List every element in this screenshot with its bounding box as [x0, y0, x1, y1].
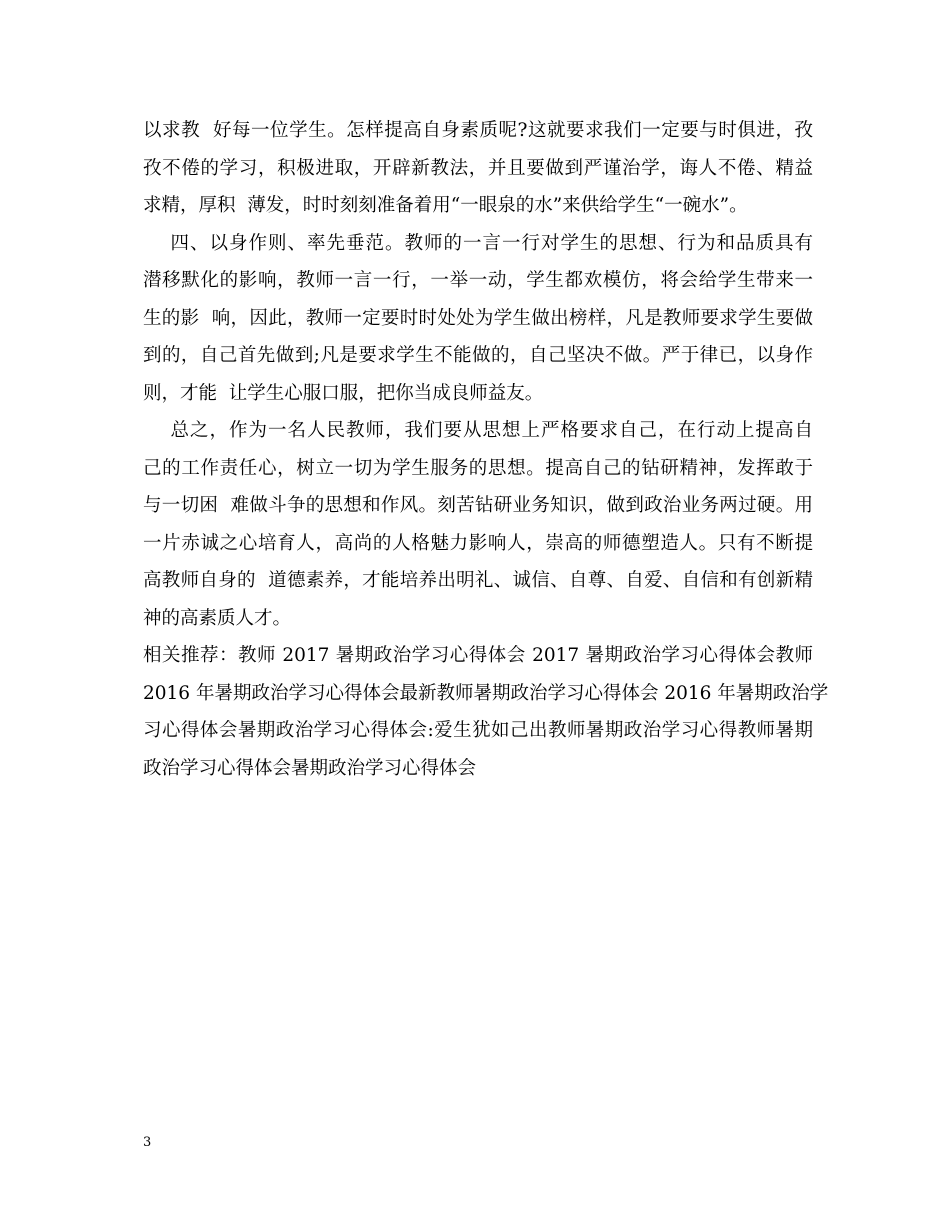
text-line: 生的影 响，因此，教师一定要时时处处为学生做出榜样，凡是教师要求学生要做: [143, 307, 813, 329]
text-line: 相关推荐：教师 2017 暑期政治学习心得体会 2017 暑期政治学习心得体会教师: [143, 645, 813, 666]
text-line: 四、以身作则、率先垂范。教师的一言一行对学生的思想、行为和品质具有: [143, 232, 813, 254]
text-line: 神的高素质人才。: [143, 607, 292, 629]
text-line: 求精，厚积 薄发，时时刻刻准备着用“一眼泉的水”来供给学生“一碗水”。: [143, 195, 748, 216]
text-line: 到的，自己首先做到;凡是要求学生不能做的，自己坚决不做。严于律已，以身作: [143, 345, 813, 366]
text-line: 潜移默化的影响，教师一言一行，一举一动，学生都欢模仿，将会给学生带来一: [143, 270, 813, 291]
text-line: 己的工作责任心，树立一切为学生服务的思想。提高自己的钻研精神，发挥敢于: [143, 457, 813, 479]
text-line: 高教师自身的 道德素养，才能培养出明礼、诚信、自尊、自爱、自信和有创新精: [143, 570, 813, 591]
document-body: [143, 112, 829, 787]
text-line: 政治学习心得体会暑期政治学习心得体会: [143, 757, 477, 779]
text-line: 以求教 好每一位学生。怎样提高自身素质呢?这就要求我们一定要与时俱进，孜: [143, 120, 813, 141]
text-line: 习心得体会暑期政治学习心得体会:爱生犹如己出教师暑期政治学习心得教师暑期: [143, 720, 813, 741]
text-line: 一片赤诚之心培育人，高尚的人格魅力影响人，崇高的师德塑造人。只有不断提: [143, 532, 813, 554]
paragraph-conclusion: [143, 412, 813, 637]
related-recommendations: [143, 637, 829, 787]
text-line: 孜不倦的学习，积极进取，开辟新教法，并且要做到严谨治学，诲人不倦、精益: [143, 157, 813, 179]
paragraph-lead-by-example: [143, 225, 813, 413]
text-line: 则，才能 让学生心服口服，把你当成良师益友。: [143, 382, 544, 404]
text-line: 总之，作为一名人民教师，我们要从思想上严格要求自己，在行动上提高自: [143, 420, 813, 441]
paragraph-continued: [143, 112, 813, 225]
text-line: 2016 年暑期政治学习心得体会最新教师暑期政治学习心得体会 2016 年暑期政治学: [143, 682, 829, 704]
text-line: 与一切困 难做斗争的思想和作风。刻苦钻研业务知识，做到政治业务两过硬。用: [143, 495, 813, 516]
page-number: 3: [143, 1135, 152, 1150]
